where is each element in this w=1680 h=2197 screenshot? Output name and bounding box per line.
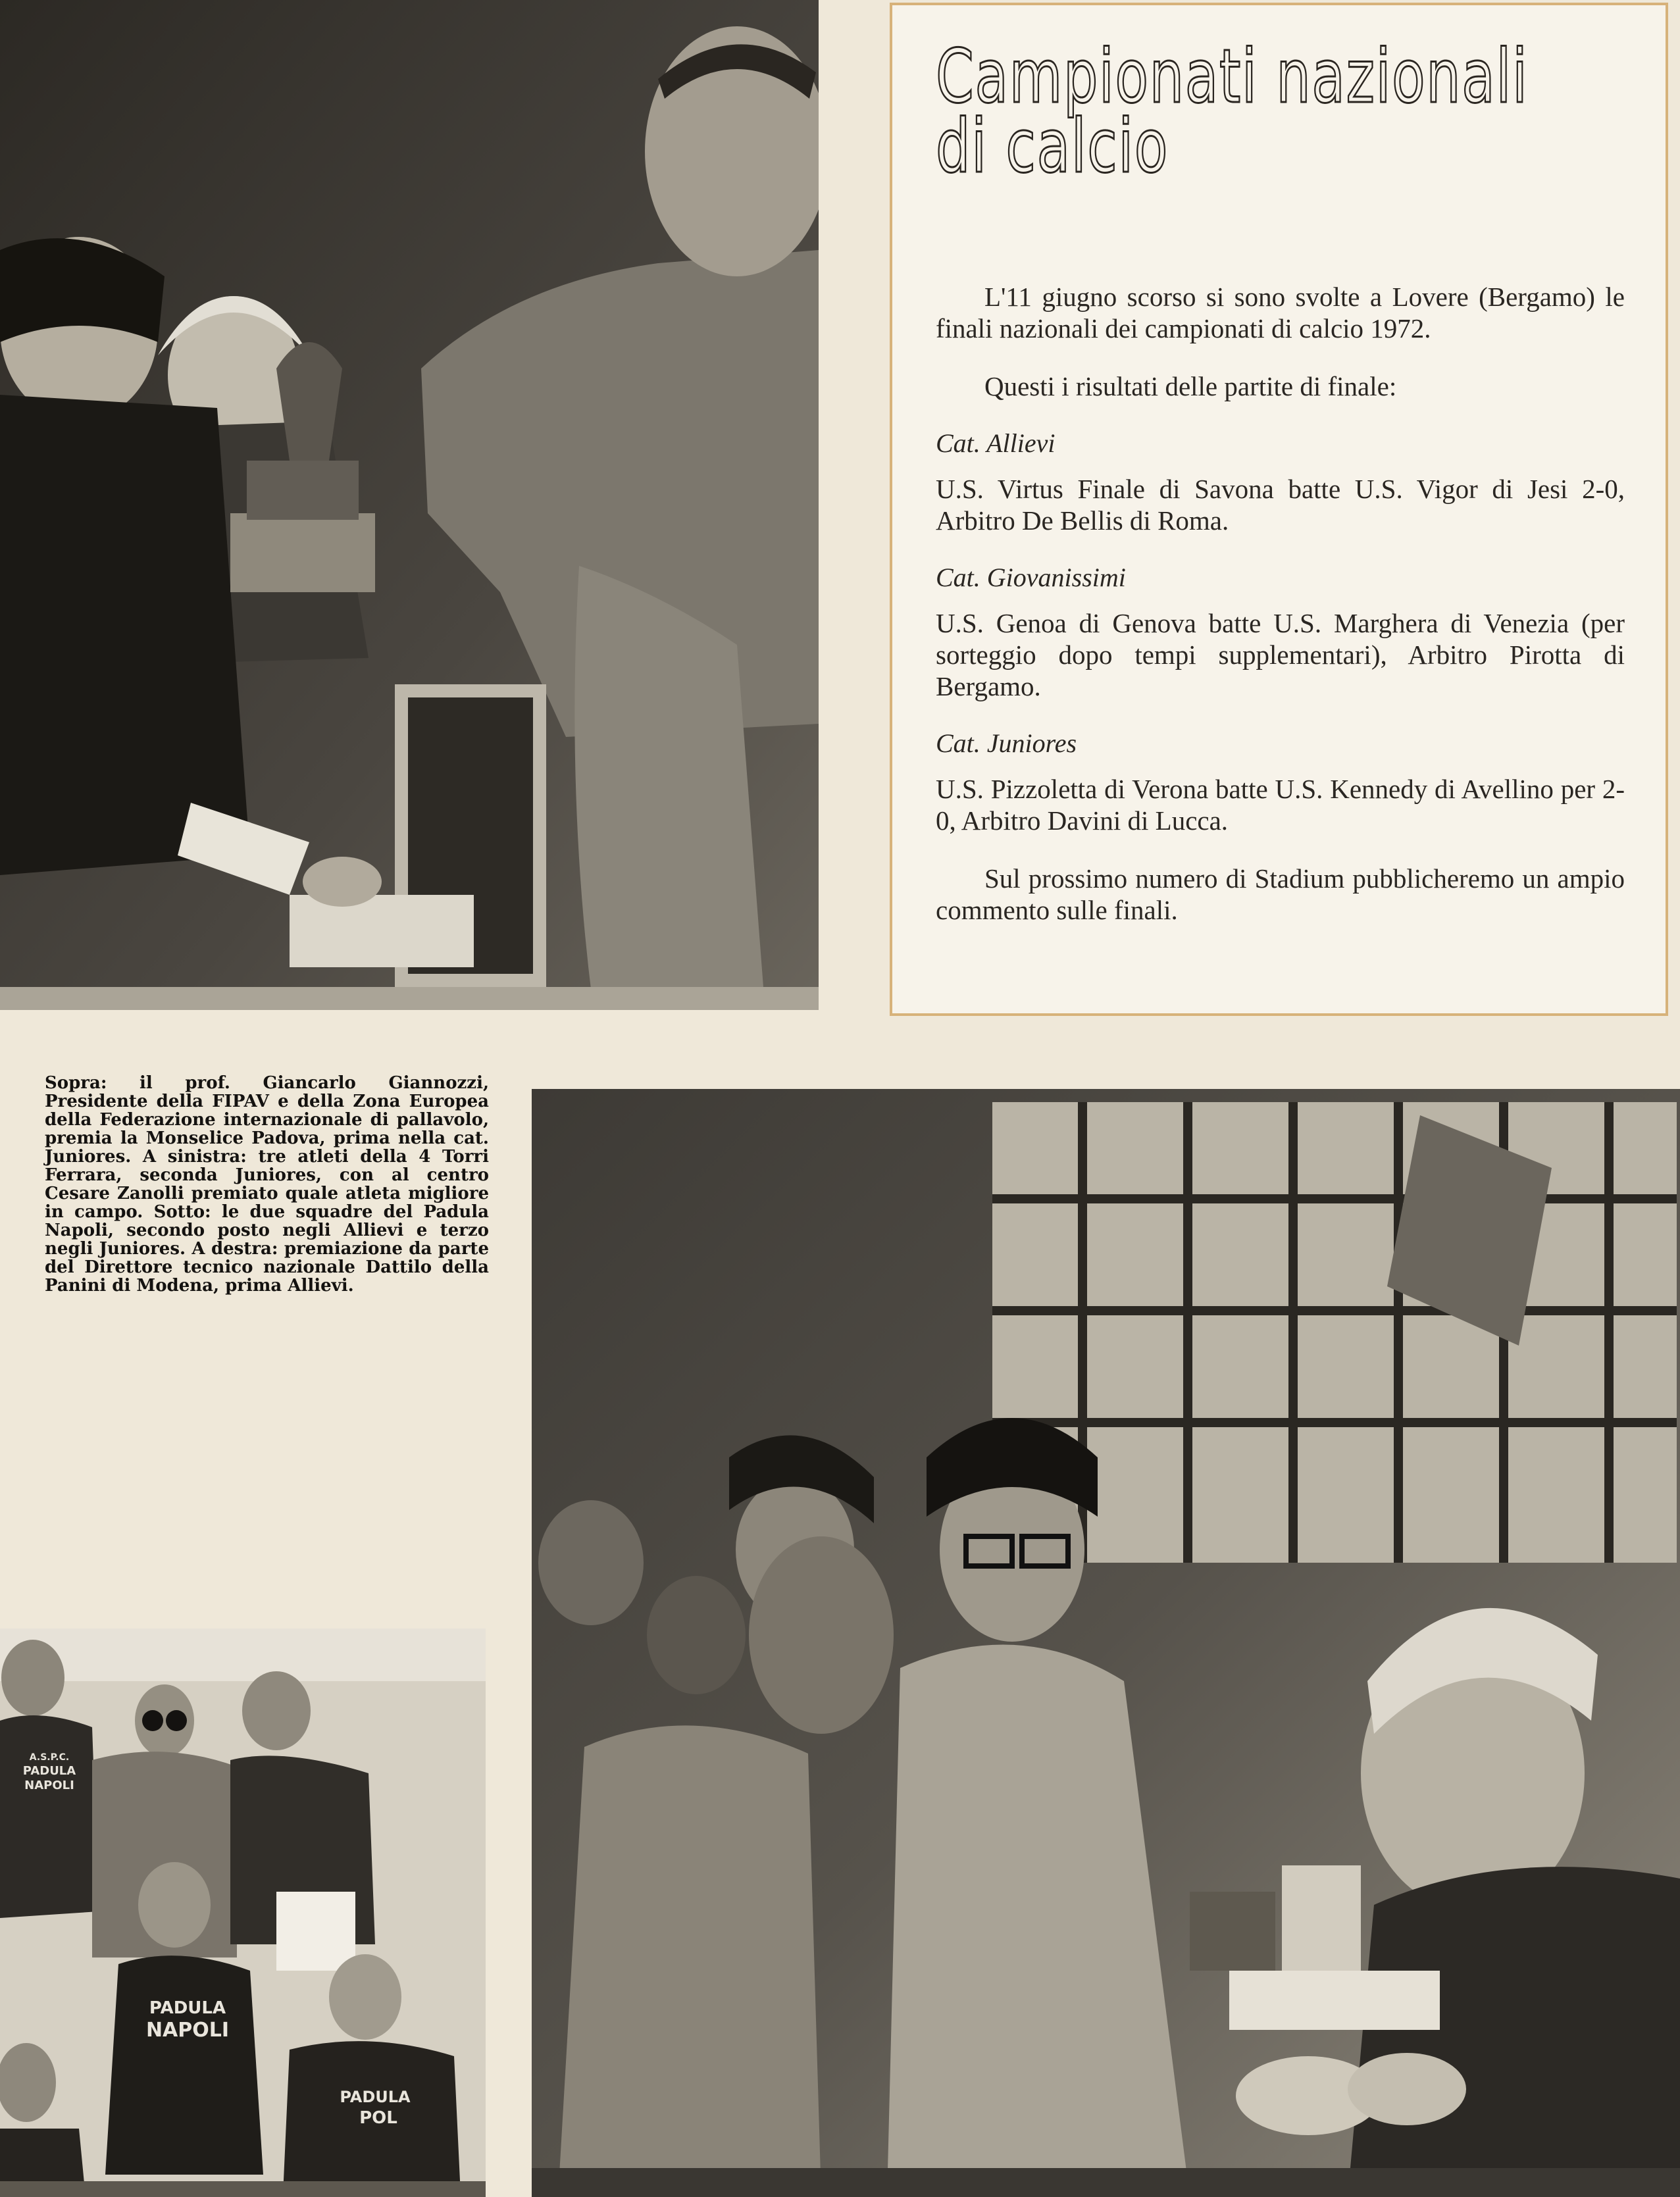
shirt-text-club: A.S.P.C. [29,1752,70,1763]
shirt-text-napoli-1: NAPOLI [24,1779,74,1792]
photo-team-padula-napoli-image [0,1629,486,2197]
photo-trophy-presentation [0,0,819,1010]
shirt-text-padula-2: PADULA [149,1998,226,2018]
shirt-text-napoli-2: NAPOLI [145,2019,230,2042]
category-result-giovanissimi: U.S. Genoa di Genova batte U.S. Marghera di Venezia (per sorteggio dopo tempi supplementari), Arbitro Pirotta di Bergamo. [936,607,1625,701]
shirt-text-pol: POL [359,2108,397,2128]
category-label-giovanissimi: Cat. Giovanissimi [936,562,1126,592]
article-box [890,3,1668,1016]
photo-caption: Sopra: il prof. Giancarlo Giannozzi, Presidente della FIPAV e della Zona Europea della Federazione internazionale di pallavolo, premia la Monselice Padova, prima nella cat. Juniores. A sinistra: tre atleti della 4 Torri Ferrara, seconda Juniores, con al centro Cesare Zanolli premiato quale atleta migliore in campo. Sotto: le due squadre del Padula Napoli, secondo posto negli Allievi e terzo negli Juniores. A destra: premiazione da parte del Direttore tecnico nazionale Dattilo della Panini di Modena, prima Allievi. [45,1073,489,1296]
category-label-allievi: Cat. Allievi [936,428,1056,458]
photo-award-ceremony [532,1089,1680,2197]
article-title: Campionati nazionali di calcio [936,34,1529,190]
photo-award-ceremony-image [532,1089,1680,2197]
category-result-allievi: U.S. Virtus Finale di Savona batte U.S. Vigor di Jesi 2-0, Arbitro De Bellis di Roma. [936,473,1625,536]
category-label-juniores: Cat. Juniores [936,728,1077,758]
shirt-text-padula-1: PADULA [22,1764,76,1778]
category-result-juniores: U.S. Pizzoletta di Verona batte U.S. Kennedy di Avellino per 2-0, Arbitro Davini di Lucca. [936,773,1625,836]
photo-trophy-presentation-image [0,0,819,1010]
shirt-text-padula-3: PADULA [340,2088,411,2106]
article-intro: L'11 giugno scorso si sono svolte a Lovere (Bergamo) le finali nazionali dei campionati di calcio 1972. [936,281,1625,343]
photo-team-padula-napoli [0,1629,486,2197]
article-lead: Questi i risultati delle partite di finale: [984,370,1397,401]
article-closing: Sul prossimo numero di Stadium pubblicheremo un ampio commento sulle finali. [936,863,1625,925]
